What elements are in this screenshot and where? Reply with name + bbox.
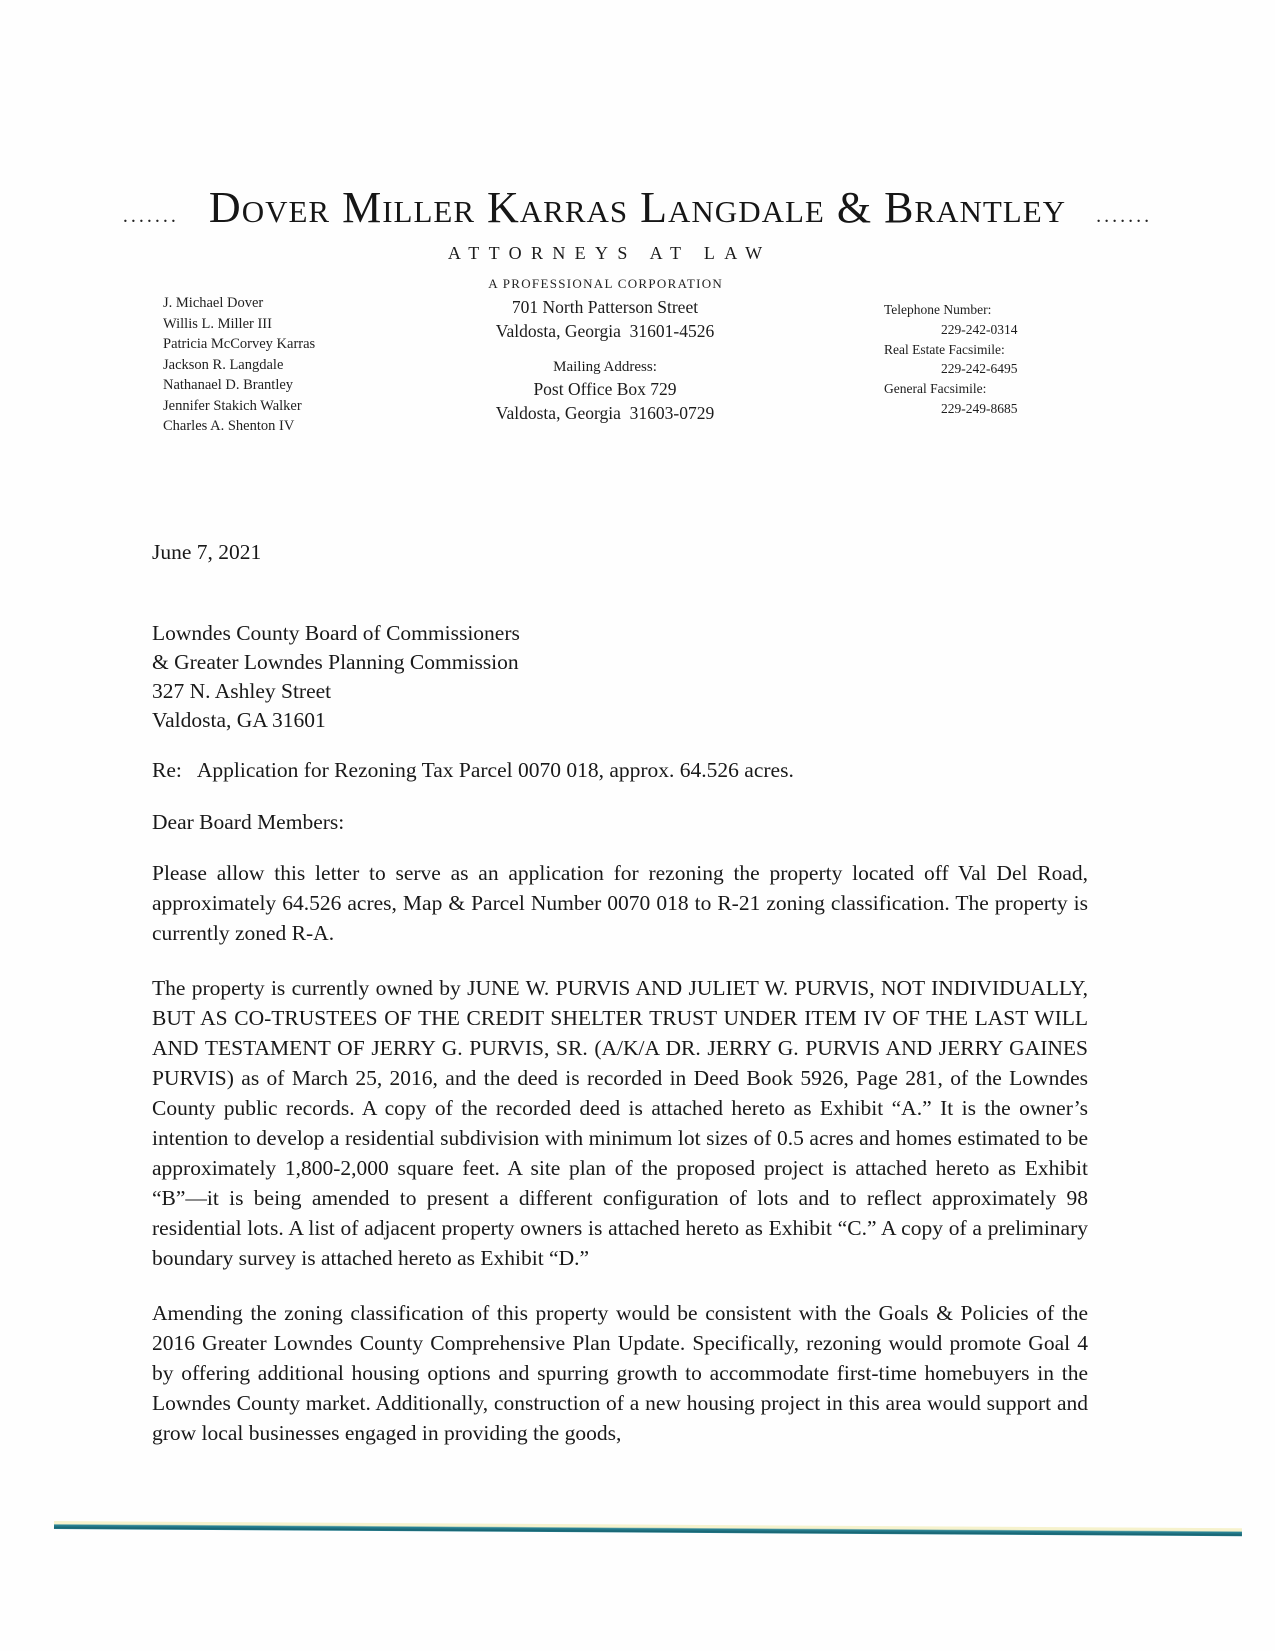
recipient-address (152, 619, 1088, 735)
re-subject-line (152, 755, 1088, 785)
contact-numbers-block (884, 300, 1018, 419)
re-text: Application for Rezoning Tax Parcel 0070 018, approx. 64.526 acres. (196, 758, 794, 782)
professional-corporation-line: A PROFESSIONAL CORPORATION (488, 276, 724, 291)
attorney-name: Willis L. Miller III (163, 315, 272, 332)
office-address-block (0, 296, 1210, 425)
letterhead (0, 182, 1275, 233)
attorney-name: Jennifer Stakich Walker (163, 397, 302, 414)
attorney-name: Nathanael D. Brantley (163, 377, 294, 393)
general-fax-label: General Facsimile: (884, 381, 987, 397)
firm-name: Dover Miller Karras Langdale & Brantley (208, 183, 1067, 232)
decorative-dots-left: ....... (122, 205, 179, 227)
re-prefix: Re: (152, 758, 182, 782)
bottom-scan-rule (54, 1521, 1242, 1536)
recipient-line: Lowndes County Board of Commissioners (152, 621, 520, 645)
spacer (0, 343, 1210, 357)
attorney-name: Charles A. Shenton IV (163, 418, 295, 434)
attorneys-at-law-tagline: ATTORNEYS AT LAW (447, 243, 772, 263)
telephone-number: 229-242-0314 (941, 321, 1018, 337)
paragraph-rezoning-request: Please allow this letter to serve as an application for rezoning the property located off Val Del Road, approximately 64.526 acres, Map & Parcel Number 0070 018 to R-21 zoning classification. The property is currently zoned R-A. (152, 861, 1088, 945)
mailing-address-label: Mailing Address: (553, 359, 657, 375)
attorney-name: J. Michael Dover (163, 295, 264, 311)
telephone-label: Telephone Number: (884, 302, 992, 317)
general-fax-number: 229-249-8685 (941, 400, 1018, 416)
office-city-zip: Valdosta, Georgia 31601-4526 (495, 320, 715, 341)
attorney-name: Jackson R. Langdale (163, 356, 284, 373)
recipient-line: Valdosta, GA 31601 (152, 708, 326, 732)
mailing-city-zip: Valdosta, Georgia 31603-0729 (495, 402, 715, 423)
recipient-line: & Greater Lowndes Planning Commission (152, 650, 519, 674)
paragraph-comprehensive-plan: Amending the zoning classification of this property would be consistent with the Goals & Policies of the 2016 Greater Lowndes County Comprehensive Plan Update. Specifically, rezoning would promote Goal 4 by offering additional housing options and spurring growth to accommodate first-time homebuyers in the Lowndes County market. Additionally, construction of a new housing project in this area would support and grow local businesses engaged in providing the goods, (152, 1301, 1088, 1445)
letter-date: June 7, 2021 (152, 540, 262, 564)
po-box-line: Post Office Box 729 (533, 379, 677, 399)
salutation: Dear Board Members: (152, 810, 345, 834)
real-estate-fax-label: Real Estate Facsimile: (884, 341, 1005, 357)
attorney-name: Patricia McCorvey Karras (163, 336, 316, 352)
decorative-dots-right: ....... (1096, 205, 1153, 227)
real-estate-fax-number: 229-242-6495 (941, 361, 1018, 377)
paragraph-ownership-details: The property is currently owned by JUNE W. PURVIS AND JULIET W. PURVIS, NOT INDIVIDUALLY, BUT AS CO-TRUSTEES OF THE CREDIT SHELTER TRUST UNDER ITEM IV OF THE LAST WILL AND TESTAMENT OF JERRY G. PURVIS, SR. (A/K/A DR. JERRY G. PURVIS AND JERRY GAINES PURVIS) as of March 25, 2016, and the deed is recorded in Deed Book 5926, Page 281, of the Lowndes County public records. A copy of the recorded deed is attached hereto as Exhibit “A.” It is the owner’s intention to develop a residential subdivision with minimum lot sizes of 0.5 acres and homes estimated to be approximately 1,800-2,000 square feet. A site plan of the proposed project is attached hereto as Exhibit “B”—it is being amended to present a different configuration of lots and to reflect approximately 98 residential lots. A list of adjacent property owners is attached hereto as Exhibit “C.” A copy of a preliminary boundary survey is attached hereto as Exhibit “D.” (152, 976, 1088, 1270)
letter-body (152, 537, 1088, 1448)
recipient-line: 327 N. Ashley Street (152, 679, 332, 703)
office-street: 701 North Patterson Street (511, 297, 699, 317)
